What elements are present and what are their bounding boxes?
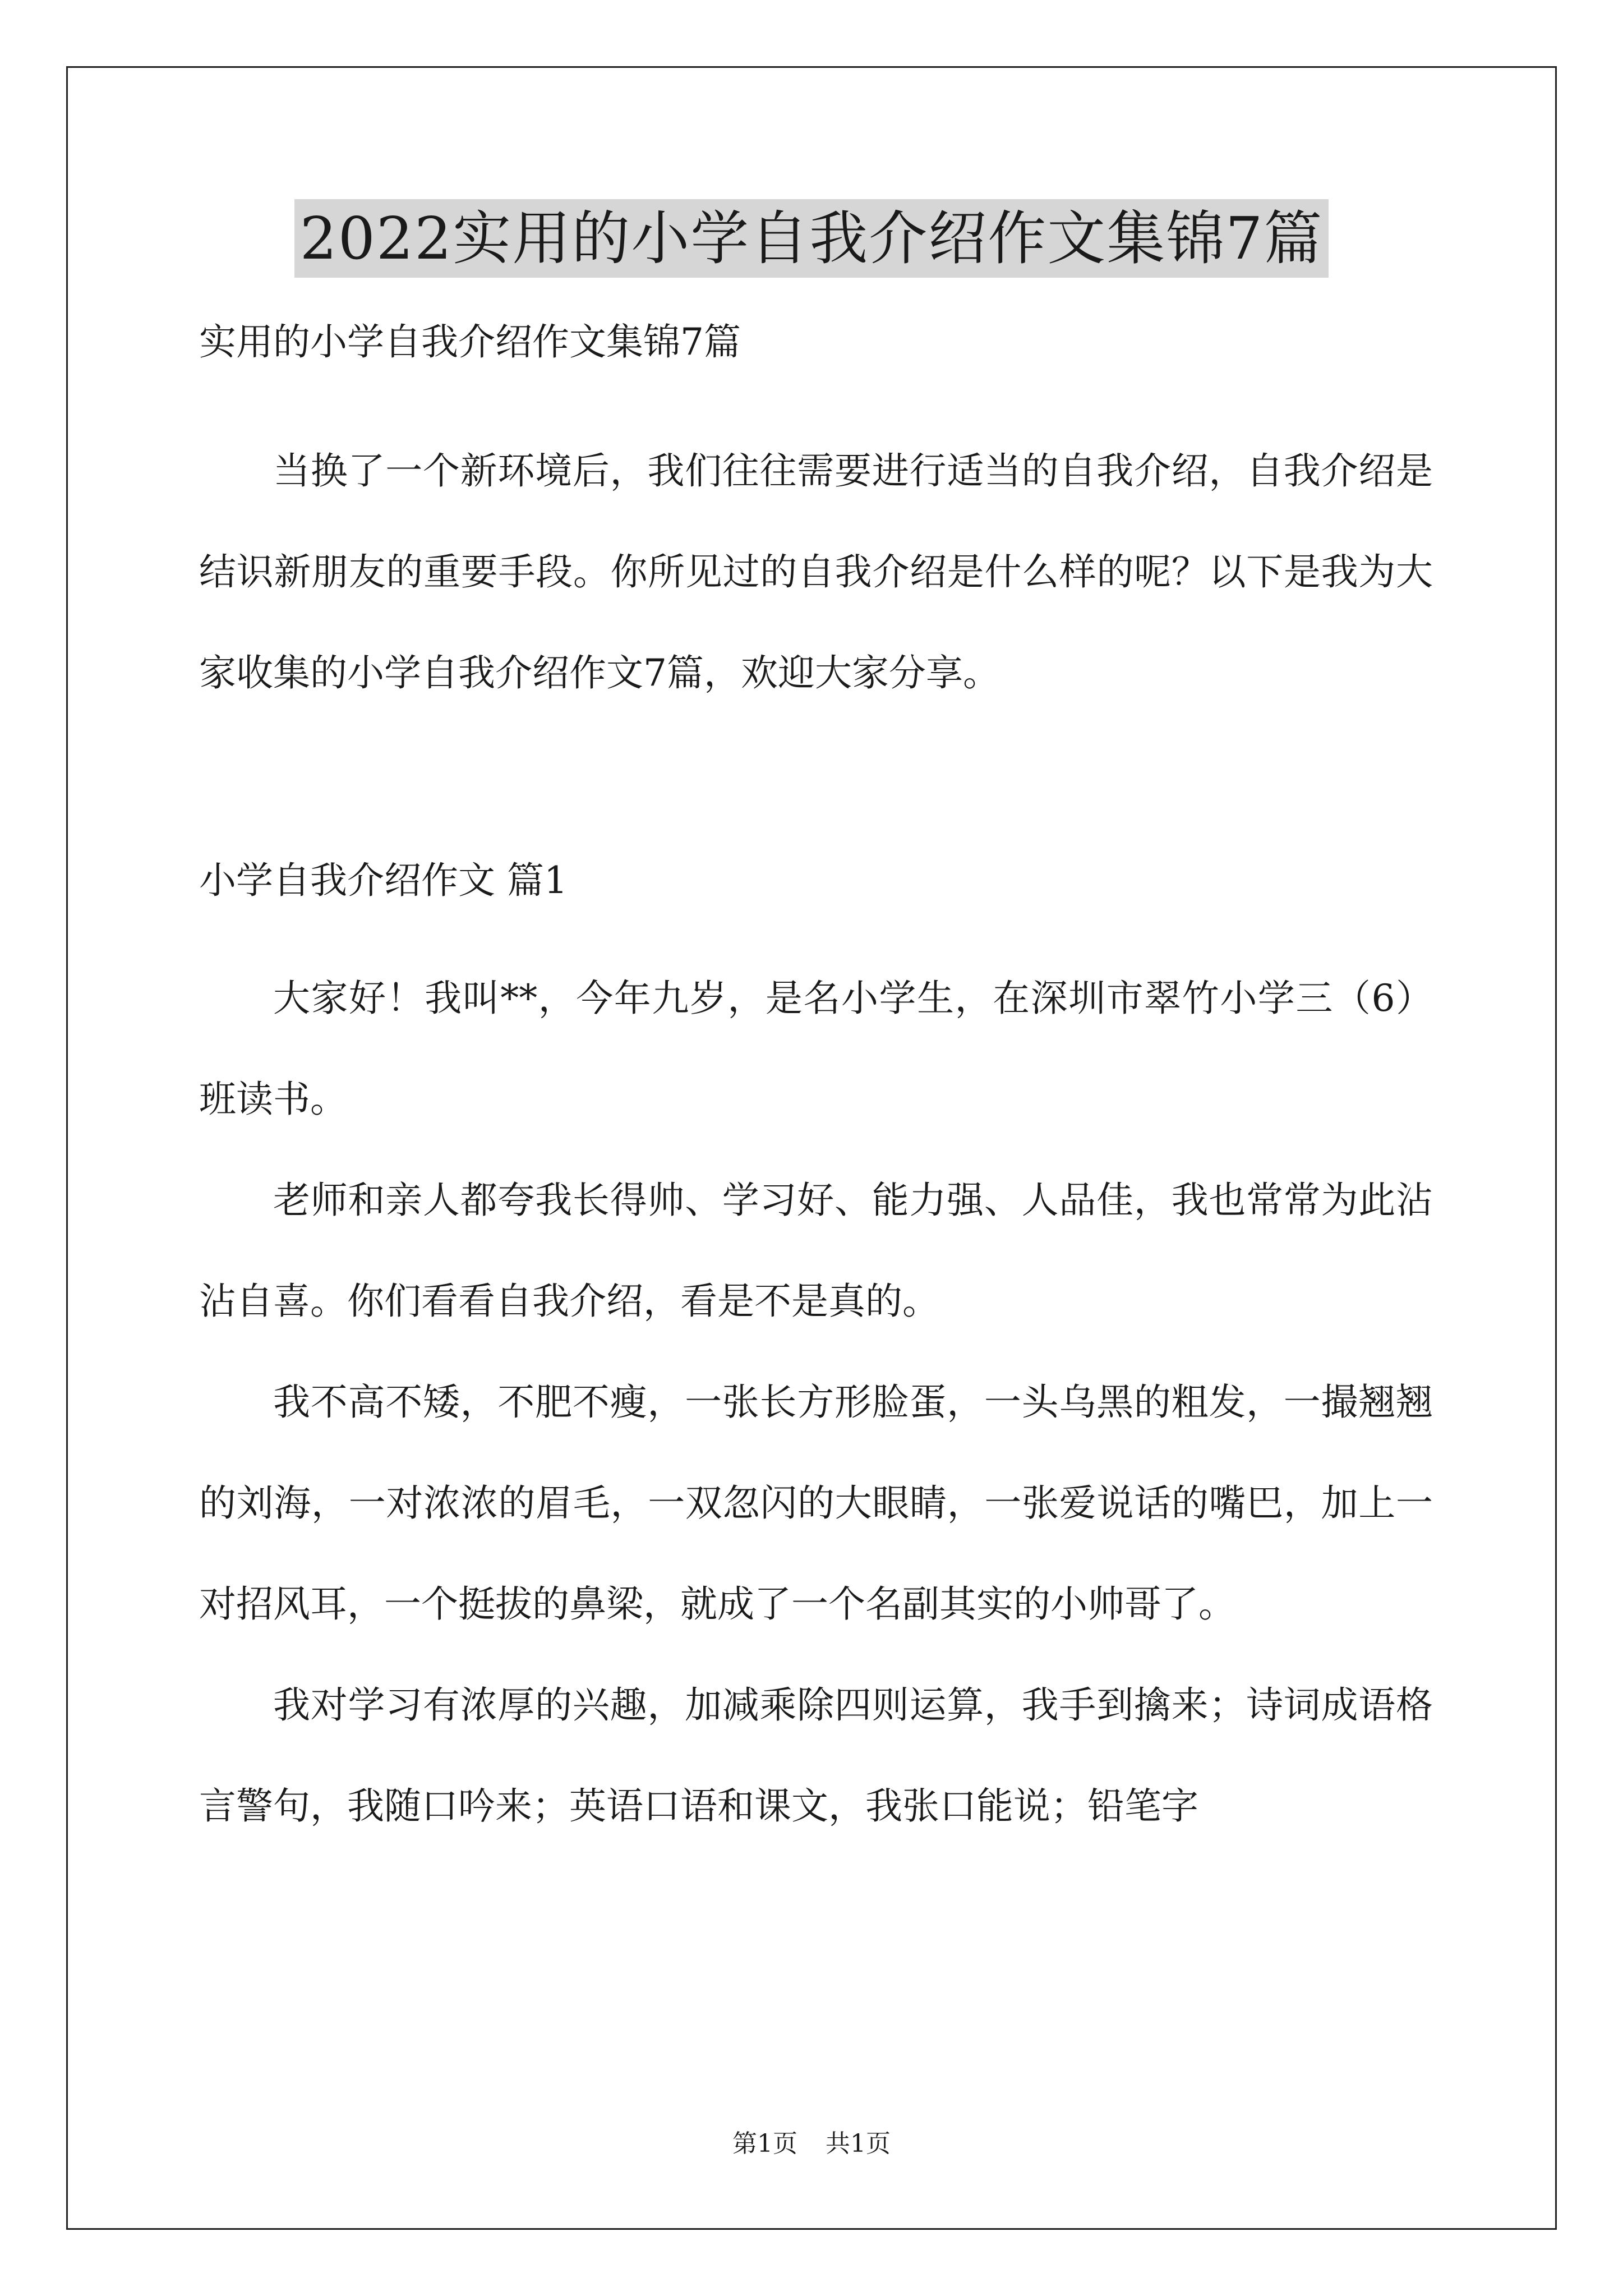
document-title: 2022实用的小学自我介绍作文集锦7篇 (294, 199, 1329, 278)
essay-paragraph: 我对学习有浓厚的兴趣，加减乘除四则运算，我手到擒来；诗词成语格言警句，我随口吟来；英语口语和课文，我张口能说；铅笔字 (199, 1683, 1433, 1828)
intro-paragraph: 当换了一个新环境后，我们往往需要进行适当的自我介绍，自我介绍是结识新朋友的重要手段。你所见过的自我介绍是什么样的呢？以下是我为大家收集的小学自我介绍作文7篇，欢迎大家分享。 (199, 449, 1433, 694)
page-footer (0, 2123, 1623, 2159)
page-number: 第1页 (732, 2129, 797, 2158)
page-count: 共1页 (826, 2129, 891, 2158)
essay-paragraph: 大家好！我叫**，今年九岁，是名小学生，在深圳市翠竹小学三（6）班读书。 (199, 977, 1433, 1121)
title-area (0, 199, 1623, 278)
section-heading: 小学自我介绍作文 篇1 (199, 859, 568, 902)
essay-paragraph: 老师和亲人都夸我长得帅、学习好、能力强、人品佳，我也常常为此沾沾自喜。你们看看自我介绍，看是不是真的。 (199, 1179, 1433, 1323)
document-subtitle: 实用的小学自我介绍作文集锦7篇 (199, 320, 741, 364)
document-body (199, 314, 1433, 1857)
essay-paragraph: 我不高不矮，不肥不瘦，一张长方形脸蛋，一头乌黑的粗发，一撮翘翘的刘海，一对浓浓的眉毛，一双忽闪的大眼睛，一张爱说话的嘴巴，加上一对招风耳，一个挺拔的鼻梁，就成了一个名副其实的小帅哥了。 (199, 1381, 1433, 1626)
